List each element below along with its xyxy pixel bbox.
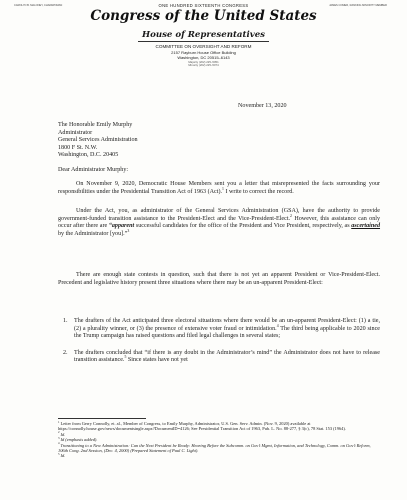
paragraph-2	[58, 208, 380, 238]
recipient-address	[58, 122, 380, 160]
paragraph-2-text-d: by the Administrator [you].”	[58, 230, 128, 237]
paragraph-1	[58, 181, 380, 196]
footnote-text: Id.	[60, 431, 66, 437]
congress-number: ONE HUNDRED SIXTEENTH CONGRESS	[158, 3, 249, 8]
footnote	[58, 419, 380, 435]
footnote-number: 4	[58, 441, 60, 446]
recipient-agency: General Services Administration	[58, 137, 138, 143]
list-number: 1.	[63, 318, 68, 324]
paragraph-1-end: I write to correct the record.	[223, 188, 294, 195]
footnote-ref: 5	[124, 355, 127, 360]
footnote-ref: 4	[276, 323, 279, 328]
footnote-number: 5	[58, 451, 60, 456]
paragraph-3: There are enough state contests in question, such that there is not yet an apparent President or Vice-President-Elect. Precedent and legislative history present three situations where there may be an un-apparent President-Elect:	[58, 272, 380, 286]
recipient-title: Administrator	[58, 129, 93, 136]
recipient-city: Washington, D.C. 20405	[58, 152, 119, 158]
footnote-text: Transitioning to a New Administration: Can the Next President be Ready: Hearing Before the Subcomm. on Gov’t Mgmt, Information, and Technology, Comm. on Gov’t Reform, 106th Cong. 2nd Session, (Dec. 4, 2000) (Prepared Statement of Paul C. Light).	[58, 442, 371, 454]
list-item	[63, 318, 380, 341]
paragraph-2-text-a: Under the Act, you, as administrator of the General Services Administration (GSA), have the authority to provide government-funded transition assistance to the President-Elect and the Vice-President-Elect.	[58, 208, 380, 222]
letterhead-title: Congress of the United States	[90, 8, 317, 24]
emphasis-apparent: “apparent	[108, 223, 135, 230]
footnote-ref: 1	[222, 186, 224, 191]
list-text-b: The third being applicable to 2020 since the Trump campaign has raised questions and filed legal challenges in several states;	[74, 325, 380, 340]
salutation: Dear Administrator Murphy:	[58, 167, 129, 173]
list-text-a: The drafters concluded that “if there is any doubt in the Administrator’s mind” the Administrator does not have to release transition assistance.	[74, 349, 380, 364]
situations-list	[63, 318, 380, 374]
committee-name: COMMITTEE ON OVERSIGHT AND REFORM	[155, 44, 252, 49]
letter-date: November 13, 2020	[238, 103, 287, 109]
footnote-text: Id (emphasis added).	[60, 437, 98, 443]
footnote-number: 3	[58, 435, 60, 440]
chairwoman-name: CAROLYN B. MALONEY, CHAIRWOMAN	[14, 4, 63, 7]
list-text	[74, 350, 380, 365]
paragraph-2-text-b: However, this assistance can only occur after there are	[58, 215, 380, 230]
ranking-member-name: JAMES COMER, RANKING MINORITY MEMBER	[329, 4, 387, 7]
list-text-b: Since states have not yet	[126, 357, 188, 364]
phone-main: Majority (202) 225–5051	[188, 59, 219, 64]
list-item	[63, 349, 380, 365]
list-text	[74, 318, 380, 341]
footnote	[58, 443, 380, 454]
footnote-number: 1	[58, 419, 60, 424]
phone-minority: Minority (202) 225–5074	[188, 63, 219, 68]
footnote-ref: 3	[127, 228, 130, 233]
list-text-a: The drafters of the Act anticipated three electoral situations where there would be an un-apparent President-Elect: (1) a tie, (2) a plurality winner, or (3) the presence of extensive voter fraud or intimidation.	[74, 318, 380, 332]
footnote	[58, 453, 380, 458]
letterhead	[0, 3, 407, 68]
footnote-ref: 2	[290, 213, 292, 218]
list-number: 2.	[63, 349, 68, 356]
committee-address: 2157 Rayburn House Office Building	[171, 50, 236, 55]
emphasis-ascertained: ascertained	[351, 223, 381, 230]
paragraph-1-text: On November 9, 2020, Democratic House Members sent you a letter that misrepresented the facts surrounding your responsibilities under the Presidential Transition Act of 1963 (Act).	[58, 181, 380, 195]
recipient-name: The Honorable Emily Murphy	[58, 122, 133, 128]
letterhead-house: House of Representatives	[138, 30, 269, 42]
footnote-text: Letter from Gerry Connolly, et. al., Member of Congress, to Emily Murphy, Administrator, U.S. Gen. Serv. Admin. (Nov. 9, 2020) available at https://connolly.house.gov/news/documentsingle.aspx?DocumentID=4126; See Presidential Transition Act of 1963, Pub. L. No. 88-277, § 3(c), 78 Stat. 153 (1964).	[58, 421, 346, 432]
footnote-number: 2	[58, 430, 60, 435]
recipient-street: 1800 F St. N.W.	[58, 144, 98, 151]
paragraph-2-text-c: successful candidates for the office of the President and Vice President, respectively, as	[134, 223, 352, 230]
footnotes	[58, 421, 380, 459]
footnote-text: Id.	[60, 453, 66, 459]
committee-city: Washington, DC 20515–6143	[177, 55, 230, 61]
footnote-divider	[58, 418, 146, 419]
